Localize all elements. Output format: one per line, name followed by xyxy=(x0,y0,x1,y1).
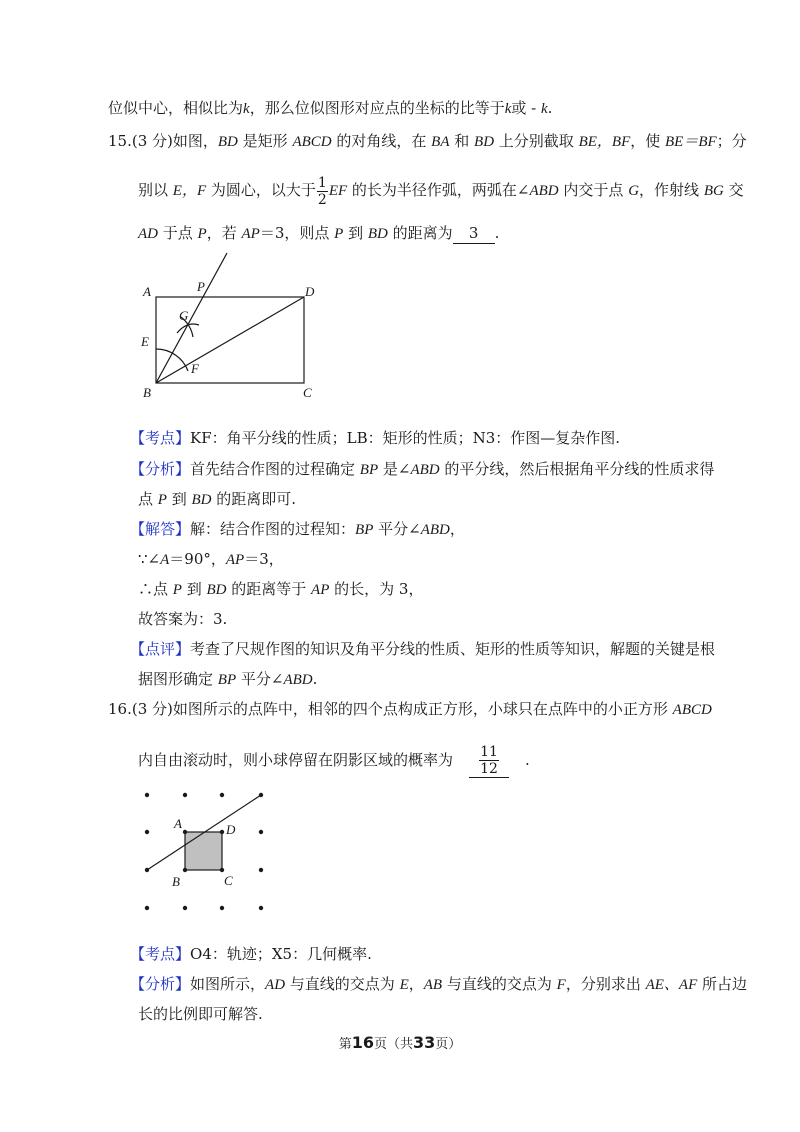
square-abcd xyxy=(185,832,222,870)
q16-fenxi-line2: 长的比例即可解答. xyxy=(138,1005,263,1023)
fraction-half: $\frac{1}{2}$ xyxy=(317,174,327,208)
q15-dianping: 【点评】考查了尺规作图的知识及角平分线的性质、矩形的性质等知识，解题的关键是根 xyxy=(130,640,716,658)
q15-step2: ∴点 P 到 BD 的距离等于 AP 的长，为 3， xyxy=(138,580,424,598)
label-b: B xyxy=(143,385,151,400)
label-d: D xyxy=(305,284,315,299)
q16-fenxi: 【分析】如图所示，AD 与直线的交点为 E，AB 与直线的交点为 F，分别求出 AE、AF 所占边 xyxy=(130,975,748,993)
q15-stem-line2: 别以 E，F 为圆心，以大于 $\frac{1}{2}$ EF 的长为半径作弧，两弧在∠ABD 内交于点 G，作射线 BG 交 xyxy=(138,174,744,208)
label-a: A xyxy=(174,816,182,831)
q16-answer: $\frac{11}{12}$ xyxy=(453,742,525,778)
q16-stem-line2: 内自由滚动时，则小球停留在阴影区域的概率为 $\frac{11}{12}$ . xyxy=(138,744,530,777)
q16-kaodian: 【考点】O4：轨迹；X5：几何概率. xyxy=(130,945,372,963)
label-f: F xyxy=(191,361,199,376)
label-e: E xyxy=(141,334,149,349)
q15-dianping-line2: 据图形确定 BP 平分∠ABD. xyxy=(138,670,318,688)
q15-rectangle-figure xyxy=(135,245,335,405)
label-c: C xyxy=(224,873,233,888)
q15-fenxi-line2: 点 P 到 BD 的距离即可. xyxy=(138,490,297,508)
q15-fenxi: 【分析】首先结合作图的过程确定 BP 是∠ABD 的平分线，然后根据角平分线的性质求得 xyxy=(130,460,715,478)
q15-stem-line3: AD 于点 P，若 AP＝3，则点 P 到 BD 的距离为 3 . xyxy=(138,224,500,242)
text-line: 位似中心，相似比为k，那么位似图形对应点的坐标的比等于k或 - k. xyxy=(108,99,553,117)
label-d: D xyxy=(226,822,236,837)
q15-jieda: 【解答】解：结合作图的过程知：BP 平分∠ABD， xyxy=(130,520,465,538)
page-number: 16 xyxy=(351,1033,374,1052)
page-footer: 第16页（共33页） xyxy=(338,1033,462,1052)
q15-step3: 故答案为：3. xyxy=(138,610,228,628)
label-g: G xyxy=(179,308,189,323)
q15-step1: ∵∠A＝90°，AP＝3， xyxy=(138,550,284,568)
label-b: B xyxy=(172,874,180,889)
label-p: P xyxy=(197,279,205,294)
label-a: A xyxy=(143,284,151,299)
label-c: C xyxy=(303,385,312,400)
q16-dot-lattice-figure xyxy=(130,780,280,920)
q15-answer: 3 xyxy=(453,223,495,244)
q16-stem-line1: 16.(3 分)如图所示的点阵中，相邻的四个点构成正方形，小球只在点阵中的小正方形 ABCD xyxy=(108,700,712,718)
q15-stem-line1: 15.(3 分)如图，BD 是矩形 ABCD 的对角线，在 BA 和 BD 上分别截取 BE，BF，使 BE＝BF；分 xyxy=(108,132,747,150)
page-total: 33 xyxy=(413,1033,436,1052)
q15-kaodian: 【考点】KF：角平分线的性质；LB：矩形的性质；N3：作图—复杂作图. xyxy=(130,429,621,447)
